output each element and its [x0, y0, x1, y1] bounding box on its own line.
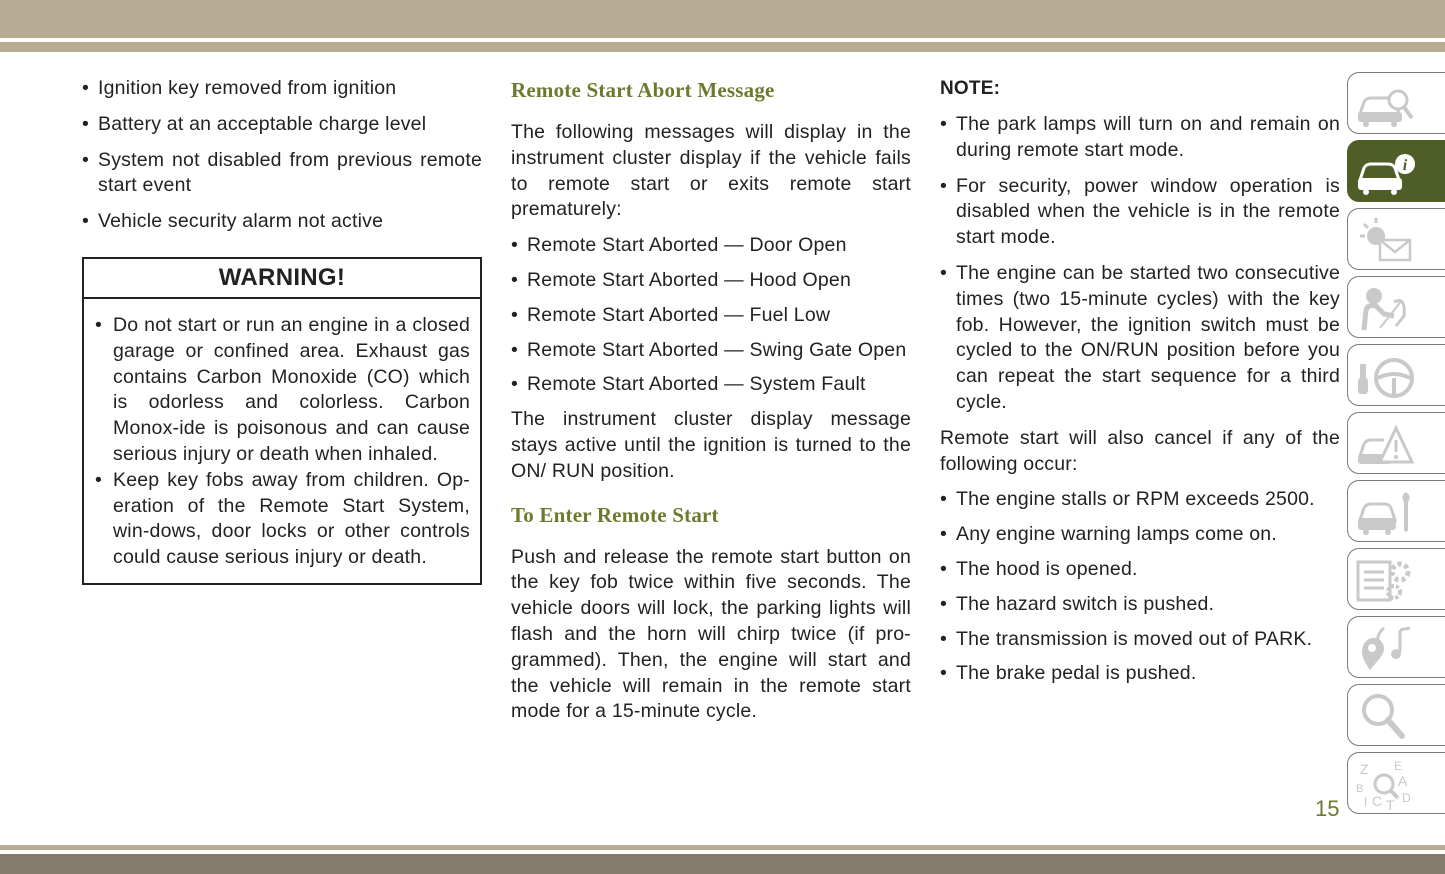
list-item: • The engine can be started two consecutive times (two 15-minute cycles) with the key fob. However, the ignition switch must be cycled to the ON/RUN position before you can repeat the start sequence for a third cycle. [940, 261, 1340, 416]
warning-item: • Keep key fobs away from children. Op-eration of the Remote Start System, win-dows, door locks or other controls could cause serious injury or death. [95, 468, 470, 571]
car-search-icon [1354, 78, 1416, 130]
list-item: • Vehicle security alarm not active [82, 209, 482, 235]
cancel-intro-paragraph: Remote start will also cancel if any of the following occur: [940, 426, 1340, 475]
bottom-footer-stripe [0, 845, 1445, 850]
warning-list [95, 313, 470, 571]
airbag-seat-icon [1354, 282, 1416, 334]
list-item: • Any engine warning lamps come on. [940, 522, 1340, 548]
column-3 [940, 76, 1340, 696]
notes-list [940, 112, 1340, 416]
warning-item: • Do not start or run an engine in a closed garage or confined area. Exhaust gas contains Carbon Monoxide (CO) which is odorless and colorless. Carbon Monox-ide is poisonous and can cause serious injury or death when inhaled. [95, 313, 470, 468]
list-item: • Remote Start Aborted — Hood Open [511, 268, 911, 294]
requirements-list [82, 76, 482, 235]
index-letter: B [1356, 783, 1364, 795]
tab-getting-to-know-vehicle[interactable] [1347, 72, 1445, 134]
top-header-band [0, 0, 1445, 38]
list-item: • Remote Start Aborted — Swing Gate Open [511, 338, 911, 364]
cancel-conditions-list [940, 487, 1340, 687]
warning-box [82, 257, 482, 585]
tab-index[interactable] [1347, 752, 1445, 814]
warning-light-message-icon [1354, 214, 1416, 266]
list-item: • The hazard switch is pushed. [940, 592, 1340, 618]
list-item: • The hood is opened. [940, 557, 1340, 583]
top-header-stripe [0, 42, 1445, 52]
list-item: • The brake pedal is pushed. [940, 661, 1340, 687]
tab-warning-lights-messages[interactable] [1347, 208, 1445, 270]
magnifier-icon [1354, 690, 1416, 742]
tab-getting-to-know-instrument-panel[interactable] [1347, 140, 1445, 202]
index-letter: T [1386, 797, 1395, 810]
abort-intro-paragraph: The following messages will display in the instrument cluster display if the vehicle fails to remote start or exits remote start prematurely: [511, 121, 911, 221]
multimedia-music-icon [1354, 622, 1416, 674]
list-item: • Ignition key removed from ignition [82, 76, 482, 102]
index-letter: Z [1360, 761, 1369, 777]
index-letter: E [1394, 759, 1403, 773]
tab-multimedia[interactable] [1347, 616, 1445, 678]
list-item: • For security, power window operation is disabled when the vehicle is in the remote start mode. [940, 174, 1340, 251]
list-item: • Remote Start Aborted — System Fault [511, 372, 911, 398]
tab-customer-assistance[interactable] [1347, 684, 1445, 746]
list-item: • The transmission is moved out of PARK. [940, 627, 1340, 653]
tab-technical-specifications[interactable] [1347, 548, 1445, 610]
enter-remote-start-paragraph: Push and release the remote start button on the key fob twice within five seconds. The vehicle doors will lock, the parking lights will flash and the horn will chirp twice (if pro-grammed). Then, the engine will start and the vehicle will remain in the remote start mode for a 15-minute cycle. [511, 545, 911, 723]
index-letter: D [1402, 791, 1411, 805]
column-1 [82, 76, 482, 585]
tab-servicing-maintenance[interactable] [1347, 480, 1445, 542]
tab-safety[interactable] [1347, 276, 1445, 338]
list-item: • Battery at an acceptable charge level [82, 112, 482, 138]
alphabet-index-icon [1354, 758, 1416, 810]
list-item: • Remote Start Aborted — Fuel Low [511, 303, 911, 329]
specs-gear-icon [1354, 554, 1416, 606]
message-stays-paragraph: The instrument cluster display message stays active until the ignition is turned to the ON/ RUN position. [511, 408, 911, 482]
list-item: • System not disabled from previous remote start event [82, 148, 482, 200]
abort-messages-list [511, 233, 911, 398]
heading-enter-remote-start: To Enter Remote Start [511, 502, 719, 527]
index-letter: C [1372, 793, 1383, 809]
car-info-icon [1354, 146, 1416, 198]
list-item: • Remote Start Aborted — Door Open [511, 233, 911, 259]
tab-in-case-of-emergency[interactable] [1347, 412, 1445, 474]
car-hazard-icon [1354, 418, 1416, 470]
steering-wheel-key-icon [1354, 350, 1416, 402]
svg-text:i: i [1402, 157, 1408, 174]
index-letter: A [1398, 773, 1408, 789]
column-2 [511, 76, 911, 735]
list-item: • The park lamps will turn on and remain on during remote start mode. [940, 112, 1340, 164]
heading-remote-start-abort: Remote Start Abort Message [511, 78, 775, 102]
list-item: • The engine stalls or RPM exceeds 2500. [940, 487, 1340, 513]
warning-title: WARNING! [84, 259, 480, 299]
warning-body [84, 299, 480, 583]
tab-starting-operating[interactable] [1347, 344, 1445, 406]
car-wrench-icon [1354, 486, 1416, 538]
note-label: NOTE: [940, 78, 1001, 99]
bottom-footer-band [0, 854, 1445, 874]
index-letter: I [1364, 795, 1368, 809]
page-number: 15 [1315, 796, 1340, 821]
